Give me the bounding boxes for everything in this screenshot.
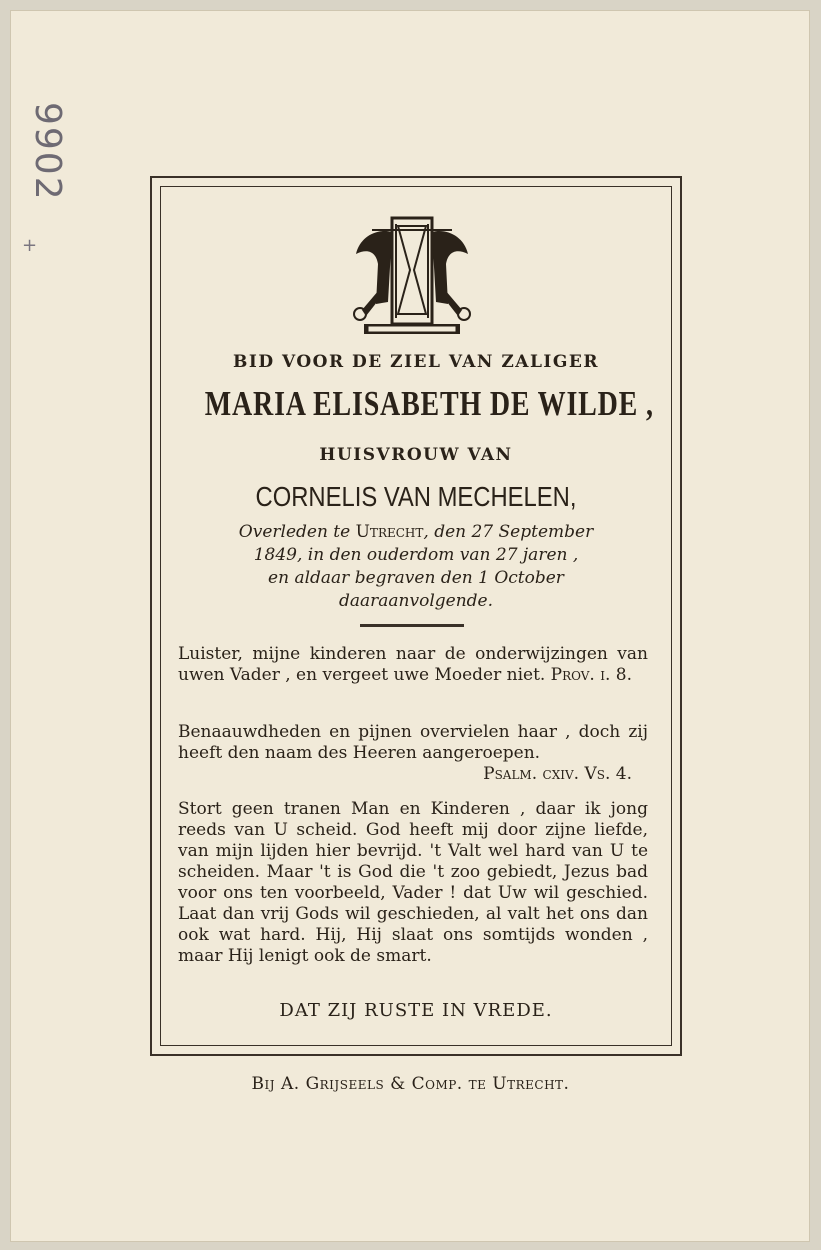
divider-rule — [360, 624, 464, 627]
death-line-2: 1849, in den ouderdom van 27 jaren , — [253, 545, 579, 565]
verse-text: Benaauwdheden en pijnen overvielen haar , doch zij heeft den naam des Heeren aangeroepen. — [178, 722, 648, 763]
pencil-mark: + — [22, 235, 38, 256]
death-line-3: en aldaar begraven den 1 October — [268, 568, 564, 588]
relation-line: HUISVROUW VAN — [319, 445, 513, 465]
verse-reference: Psalm. cxiv. Vs. 4. — [483, 764, 632, 784]
printer-credit: Bij A. Grijseels & Comp. te Utrecht. — [251, 1074, 570, 1094]
verse-psalm — [178, 722, 648, 785]
closing-line: DAT ZIJ RUSTE IN VREDE. — [279, 1000, 553, 1021]
verse-reference: Prov. i. 8. — [550, 665, 632, 685]
memorial-card — [10, 10, 810, 1242]
verse-poem — [178, 799, 648, 967]
death-place: Utrecht — [355, 522, 424, 542]
verse-proverbs — [178, 644, 648, 686]
double-border-frame — [150, 176, 682, 1056]
death-line-4: daaraanvolgende. — [338, 591, 493, 611]
hourglass-with-drapery-icon — [348, 214, 476, 338]
prayer-intro: BID VOOR DE ZIEL VAN ZALIGER — [233, 352, 599, 372]
deceased-name: MARIA ELISABETH DE WILDE , — [204, 384, 654, 423]
verse-text: Stort geen tranen Man en Kinderen , daar ik jong reeds van U scheid. God heeft mij door zijne liefde, van mijn lijden hier bevrijd. 't Valt wel hard van U te scheiden. Maar 't is God die 't zoo gebiedt, Jezus bad voor ons ten voorbeeld, Vader ! dat Uw wil geschied. Laat dan vrij Gods wil geschieden, al valt het ons dan ook wat hard. Hij, Hij slaat ons somtijds wonden , maar Hij lenigt ook de smart. — [178, 799, 648, 966]
death-line-1: Overleden te Utrecht, den 27 September — [238, 522, 594, 542]
pencil-inventory-number: 9902 — [27, 102, 68, 202]
death-notice — [152, 521, 680, 613]
verse-text: Luister, mijne kinderen naar de onderwijzingen van uwen Vader , en vergeet uwe Moeder niet. — [178, 644, 648, 685]
spouse-name: CORNELIS VAN MECHELEN, — [255, 481, 577, 512]
